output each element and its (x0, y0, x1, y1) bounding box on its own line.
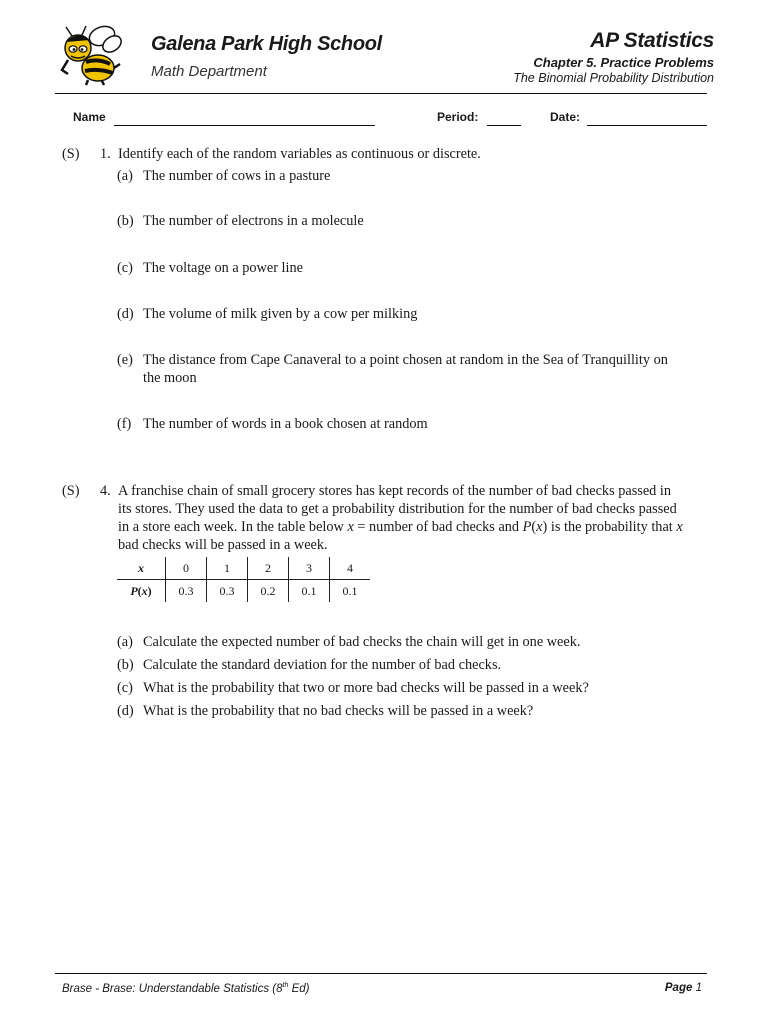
q1-part-text: The number of electrons in a molecule (143, 213, 364, 229)
q1-part-label: (c) (117, 260, 133, 276)
table-cell: 4 (330, 557, 371, 580)
hornet-mascot-logo (58, 24, 124, 86)
q1-part-label: (d) (117, 306, 134, 322)
footer-divider (55, 973, 707, 974)
date-label: Date: (550, 110, 581, 124)
q4-part-text: Calculate the expected number of bad checks the chain will get in one week. (143, 634, 581, 650)
school-name: Galena Park High School (151, 33, 382, 55)
q4-tag: (S) (62, 483, 80, 499)
table-header-x: x (117, 557, 166, 580)
q4-part-text: Calculate the standard deviation for the number of bad checks. (143, 657, 502, 673)
q1-part-text-continued: the moon (143, 370, 197, 386)
q1-part-label: (b) (117, 213, 134, 229)
topic-title: The Binomial Probability Distribution (513, 71, 714, 85)
table-row-px (117, 580, 370, 603)
q1-part-text: The number of cows in a pasture (143, 168, 331, 184)
q4-text-line: A franchise chain of small grocery stores has kept records of the number of bad checks passed in (118, 483, 672, 499)
var-x: x (536, 519, 543, 535)
table-cell: 2 (248, 557, 289, 580)
table-cell: 0.1 (330, 580, 371, 603)
probability-table (117, 557, 370, 602)
q1-part-text: The volume of milk given by a cow per milking (143, 306, 418, 322)
date-field-line[interactable] (587, 125, 707, 126)
q1-part-text: The voltage on a power line (143, 260, 303, 276)
chapter-title: Chapter 5. Practice Problems (533, 55, 714, 70)
table-cell: 1 (207, 557, 248, 580)
q1-part-label: (f) (117, 416, 132, 432)
var-x: x (676, 519, 683, 535)
q1-prompt: Identify each of the random variables as continuous or discrete. (118, 146, 481, 162)
q4-part-label: (c) (117, 680, 133, 696)
header-divider (55, 93, 707, 94)
q4-text-line: its stores. They used the data to get a probability distribution for the number of bad checks passed (118, 501, 677, 517)
q4-text-line: in a store each week. In the table below x = number of bad checks and P(x) is the probability that x (118, 519, 683, 535)
q1-tag: (S) (62, 146, 80, 162)
q4-text-line: bad checks will be passed in a week. (118, 537, 328, 553)
table-cell: 3 (289, 557, 330, 580)
table-cell: 0 (166, 557, 207, 580)
var-p: P (522, 519, 532, 535)
period-label: Period: (437, 110, 479, 124)
q4-part-label: (a) (117, 634, 133, 650)
q1-part-text: The number of words in a book chosen at random (143, 416, 428, 432)
q1-part-label: (a) (117, 168, 133, 184)
table-cell: 0.3 (166, 580, 207, 603)
q4-number: 4. (100, 483, 111, 499)
table-cell: 0.1 (289, 580, 330, 603)
course-title: AP Statistics (590, 29, 714, 52)
q1-number: 1. (100, 146, 111, 162)
table-header-px: P(x) (130, 583, 152, 598)
name-field-line[interactable] (114, 125, 375, 126)
footer-source: Brase - Brase: Understandable Statistics (8th Ed) (62, 982, 310, 995)
table-cell: 0.3 (207, 580, 248, 603)
q4-part-label: (b) (117, 657, 134, 673)
q4-part-text: What is the probability that no bad checks will be passed in a week? (143, 703, 534, 719)
period-field-line[interactable] (487, 125, 521, 126)
q1-part-label: (e) (117, 352, 133, 368)
var-x: x (347, 519, 354, 535)
name-label: Name (73, 110, 106, 124)
q4-part-label: (d) (117, 703, 134, 719)
department-name: Math Department (151, 63, 267, 80)
page-number: Page 1 (664, 982, 702, 994)
q1-part-text: The distance from Cape Canaveral to a point chosen at random in the Sea of Tranquillity on (143, 352, 668, 368)
table-cell: 0.2 (248, 580, 289, 603)
table-row-x (117, 557, 370, 580)
q4-part-text: What is the probability that two or more bad checks will be passed in a week? (143, 680, 589, 696)
